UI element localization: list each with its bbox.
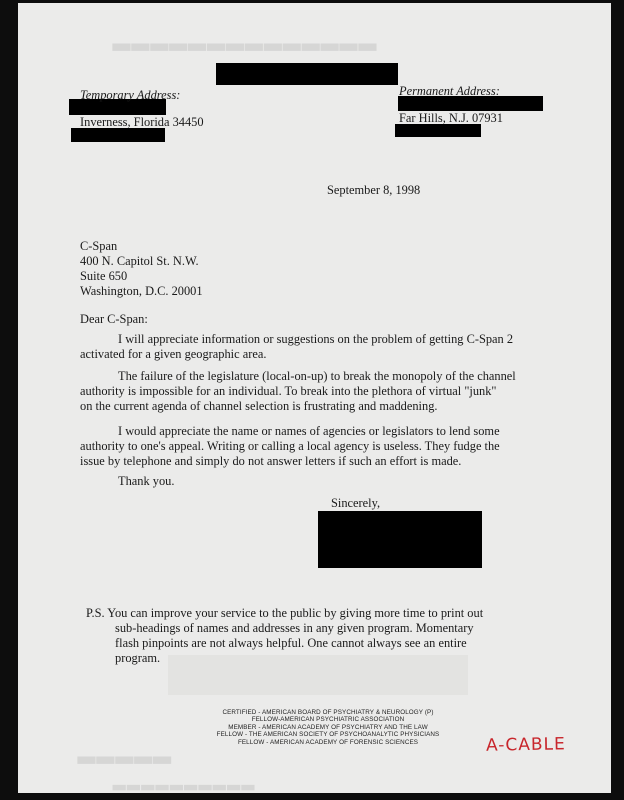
paragraph-line: activated for a given geographic area. bbox=[80, 347, 267, 361]
show-through-bottom-2: ▂▂▂▂▂▂▂▂▂▂ bbox=[113, 773, 257, 790]
recipient-line: Washington, D.C. 20001 bbox=[80, 284, 203, 298]
body-paragraph-2 bbox=[80, 369, 516, 414]
postscript bbox=[86, 606, 483, 666]
paragraph-line: on the current agenda of channel selection is frustrating and maddening. bbox=[80, 399, 438, 413]
redaction-letterhead-name bbox=[216, 63, 398, 85]
postscript-line: P.S. You can improve your service to the public by giving more time to print out bbox=[86, 606, 484, 620]
credential-line: FELLOW - THE AMERICAN SOCIETY OF PSYCHOANALYTIC PHYSICIANS bbox=[216, 731, 440, 739]
redaction-signature bbox=[318, 511, 482, 568]
body-paragraph-3 bbox=[80, 424, 500, 469]
paragraph-line: The failure of the legislature (local-on-up) to break the monopoly of the channel bbox=[118, 369, 516, 383]
paragraph-line: authority to one's appeal. Writing or calling a local agency is useless. They fudge the bbox=[80, 439, 500, 453]
temporary-address-city: Inverness, Florida 34450 bbox=[80, 115, 204, 129]
handwritten-annotation: A-CABLE bbox=[485, 734, 566, 756]
letter-page bbox=[18, 3, 611, 793]
recipient-line: C-Span bbox=[80, 239, 118, 253]
paragraph-line: issue by telephone and simply do not answer letters if such an effort is made. bbox=[80, 454, 462, 468]
credentials-footer bbox=[148, 709, 508, 746]
show-through-bottom: ▂▂▂▂▂ bbox=[78, 738, 173, 763]
permanent-address-label: Permanent Address: bbox=[399, 84, 500, 98]
letter-date: September 8, 1998 bbox=[327, 183, 421, 197]
postscript-line: program. bbox=[115, 651, 161, 665]
credential-line: MEMBER - AMERICAN ACADEMY OF PSYCHIATRY AND THE LAW bbox=[228, 723, 428, 731]
thank-you: Thank you. bbox=[118, 474, 175, 488]
credential-line: FELLOW-AMERICAN PSYCHIATRIC ASSOCIATION bbox=[251, 716, 405, 724]
postscript-line: flash pinpoints are not always helpful. One cannot always see an entire bbox=[115, 636, 467, 650]
recipient-line: 400 N. Capitol St. N.W. bbox=[80, 254, 199, 268]
credential-line: FELLOW - AMERICAN ACADEMY OF FORENSIC SCIENCES bbox=[237, 738, 419, 746]
recipient-address bbox=[80, 239, 203, 299]
temporary-address-label: Temporary Address: bbox=[80, 88, 181, 102]
paragraph-line: I will appreciate information or suggestions on the problem of getting C-Span 2 bbox=[118, 332, 514, 346]
credential-line: CERTIFIED - AMERICAN BOARD OF PSYCHIATRY & NEUROLOGY (P) bbox=[222, 709, 434, 716]
paragraph-line: authority is impossible for an individual. To break into the plethora of virtual "junk" bbox=[80, 384, 497, 398]
postscript-line: sub-headings of names and addresses in any given program. Momentary bbox=[115, 621, 474, 635]
body-paragraph-1 bbox=[80, 332, 513, 362]
closing: Sincerely, bbox=[331, 496, 381, 510]
salutation: Dear C-Span: bbox=[80, 312, 148, 326]
redaction-temporary-address-line3 bbox=[71, 128, 165, 142]
permanent-address-city: Far Hills, N.J. 07931 bbox=[399, 111, 503, 125]
recipient-line: Suite 650 bbox=[80, 269, 128, 283]
paragraph-line: I would appreciate the name or names of agencies or legislators to lend some bbox=[118, 424, 500, 438]
show-through-top: ▂▂▂▂▂▂▂▂▂▂▂▂▂▂ bbox=[113, 25, 378, 50]
